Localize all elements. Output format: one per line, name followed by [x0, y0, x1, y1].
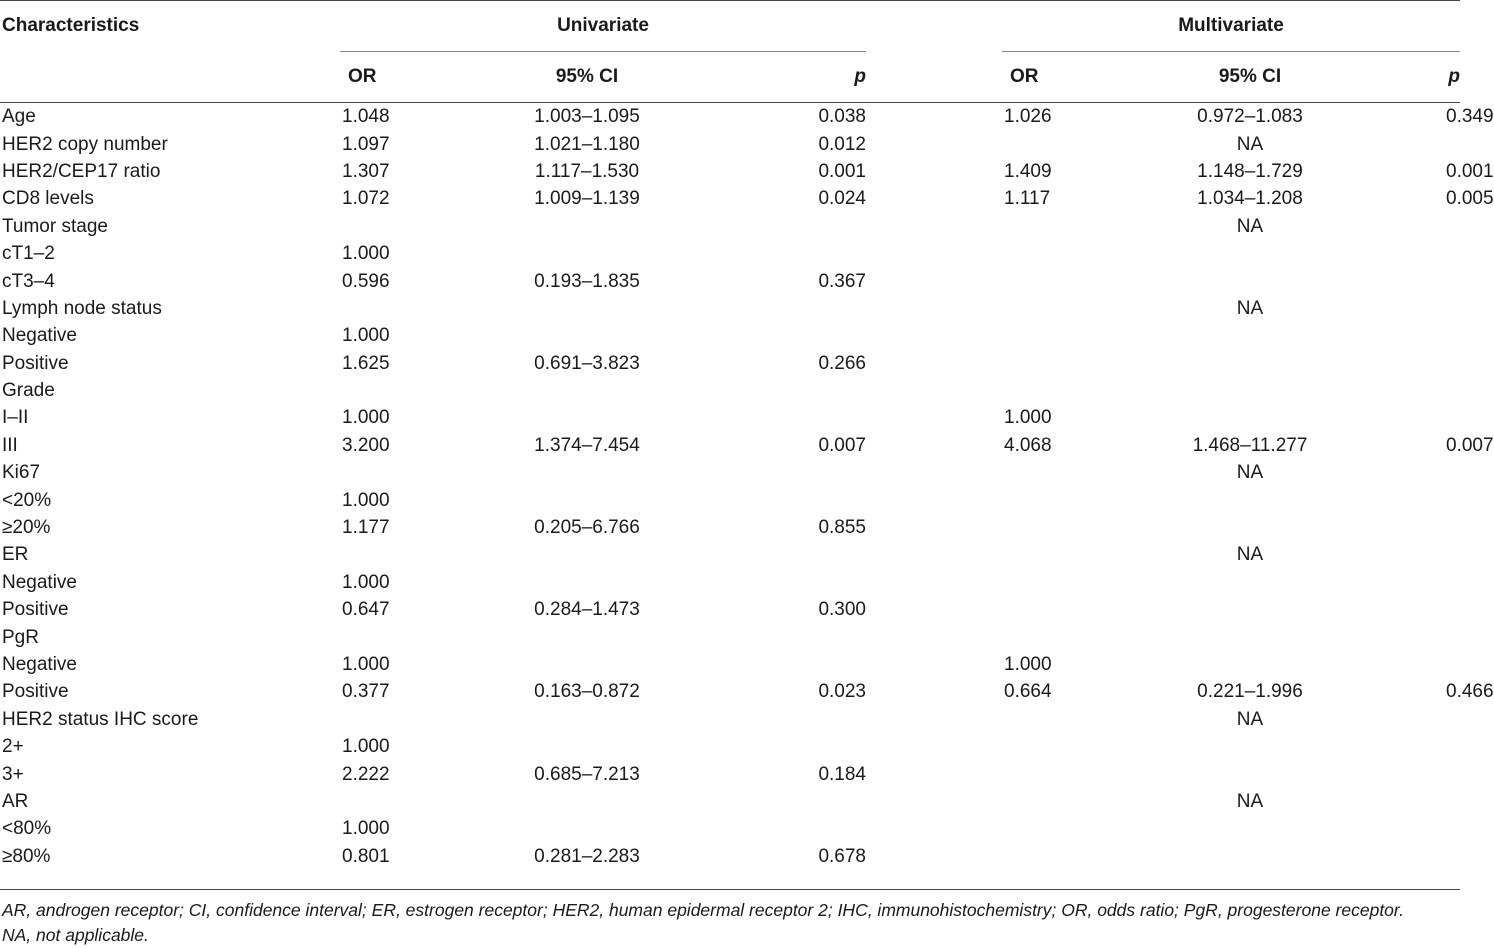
- spacer-cell: [866, 815, 1002, 842]
- multivariate-ci-cell: [1054, 733, 1446, 760]
- univariate-p-cell: 0.038: [818, 106, 866, 128]
- univariate-or-cell: 1.625: [342, 352, 390, 374]
- univariate-or-cell: 1.177: [342, 517, 390, 539]
- multivariate-p-cell: [1446, 213, 1460, 240]
- multivariate-ci-header: 95% CI: [1054, 52, 1446, 103]
- table-row: [0, 213, 1460, 240]
- multivariate-or-cell: [1002, 596, 1054, 623]
- spacer-cell: [866, 322, 1002, 349]
- row-label: Age: [2, 106, 36, 128]
- multivariate-p-cell: [1446, 788, 1460, 815]
- multivariate-or-cell: [1002, 733, 1054, 760]
- multivariate-p-cell: [1446, 377, 1460, 404]
- row-label: HER2 status IHC score: [2, 708, 199, 730]
- univariate-or-cell: 1.097: [342, 133, 390, 155]
- univariate-p-cell: 0.024: [818, 188, 866, 210]
- univariate-ci-header: 95% CI: [392, 52, 782, 103]
- multivariate-ci-cell: [1054, 486, 1446, 513]
- multivariate-p-cell: [1446, 843, 1460, 870]
- univariate-ci-cell: 1.003–1.095: [534, 106, 640, 128]
- univariate-p-cell: [782, 486, 866, 513]
- univariate-ci-cell: [392, 706, 782, 733]
- univariate-p-cell: [782, 240, 866, 267]
- multivariate-p-cell: [1446, 459, 1460, 486]
- spacer-cell: [866, 596, 1002, 623]
- multivariate-ci-cell: 0.221–1.996: [1197, 681, 1303, 703]
- univariate-ci-cell: [392, 651, 782, 678]
- univariate-or-cell: 0.596: [342, 270, 390, 292]
- univariate-ci-cell: [392, 815, 782, 842]
- row-label: PgR: [2, 626, 39, 648]
- univariate-or-cell: [340, 377, 392, 404]
- table-row: [0, 569, 1460, 596]
- multivariate-p-cell: [1446, 514, 1460, 541]
- spacer-cell: [866, 103, 1002, 131]
- table-row: [0, 815, 1460, 842]
- spacer-cell: [866, 350, 1002, 377]
- multivariate-ci-cell: [1054, 322, 1446, 349]
- row-label: AR: [2, 790, 29, 812]
- univariate-p-cell: [782, 788, 866, 815]
- multivariate-or-cell: 1.409: [1004, 160, 1052, 182]
- row-label: Negative: [2, 571, 77, 593]
- univariate-ci-cell: [392, 486, 782, 513]
- multivariate-or-cell: [1002, 377, 1054, 404]
- table-row: [0, 486, 1460, 513]
- table-footnote: [2, 898, 1458, 948]
- table-row: [0, 514, 1460, 541]
- row-label: HER2/CEP17 ratio: [2, 160, 161, 182]
- univariate-or-cell: 1.307: [342, 160, 390, 182]
- spacer-cell: [866, 623, 1002, 650]
- univariate-or-cell: [340, 213, 392, 240]
- spacer-cell: [866, 404, 1002, 431]
- multivariate-or-cell: [1002, 322, 1054, 349]
- row-label: Positive: [2, 352, 69, 374]
- row-label: I–II: [2, 407, 29, 429]
- row-label: Tumor stage: [2, 215, 108, 237]
- multivariate-p-cell: [1446, 706, 1460, 733]
- multivariate-ci-cell: 1.148–1.729: [1197, 160, 1303, 182]
- spacer-cell: [866, 678, 1002, 705]
- univariate-or-cell: 1.000: [342, 407, 390, 429]
- row-label: Grade: [2, 380, 55, 402]
- univariate-or-cell: 1.048: [342, 106, 390, 128]
- row-label: ER: [2, 544, 29, 566]
- univariate-ci-cell: 0.205–6.766: [534, 517, 640, 539]
- univariate-p-cell: 0.023: [818, 681, 866, 703]
- univariate-ci-cell: 0.281–2.283: [534, 845, 640, 867]
- univariate-or-cell: 1.000: [342, 489, 390, 511]
- table-row: [0, 623, 1460, 650]
- multivariate-ci-cell: 1.468–11.277: [1192, 434, 1308, 456]
- multivariate-or-cell: [1002, 130, 1054, 157]
- univariate-p-cell: 0.001: [818, 160, 866, 182]
- univariate-or-cell: 0.377: [342, 681, 390, 703]
- multivariate-p-cell: [1446, 760, 1460, 787]
- multivariate-or-cell: [1002, 240, 1054, 267]
- spacer-cell: [866, 267, 1002, 294]
- multivariate-p-cell: [1446, 404, 1460, 431]
- multivariate-p-cell: [1446, 267, 1460, 294]
- multivariate-p-cell: [1446, 596, 1460, 623]
- univariate-or-header: OR: [340, 52, 392, 103]
- table-row: [0, 651, 1460, 678]
- univariate-ci-cell: [392, 377, 782, 404]
- multivariate-or-cell: 4.068: [1004, 434, 1052, 456]
- multivariate-p-cell: [1446, 569, 1460, 596]
- table-row: [0, 760, 1460, 787]
- spacer-cell: [866, 788, 1002, 815]
- spacer-cell: [866, 459, 1002, 486]
- spacer-cell: [866, 514, 1002, 541]
- univariate-ci-cell: 0.284–1.473: [534, 599, 640, 621]
- multivariate-p-cell: 0.349: [1446, 106, 1494, 128]
- table-row: [0, 130, 1460, 157]
- multivariate-or-cell: [1002, 788, 1054, 815]
- univariate-or-cell: [340, 459, 392, 486]
- multivariate-or-cell: 1.000: [1004, 654, 1052, 675]
- spacer-cell: [866, 185, 1002, 212]
- table-body: [0, 103, 1494, 870]
- table-row: [0, 843, 1460, 870]
- multivariate-or-cell: 0.664: [1004, 681, 1052, 703]
- row-label: <80%: [2, 818, 52, 840]
- univariate-header: Univariate: [340, 1, 866, 52]
- univariate-ci-cell: [392, 404, 782, 431]
- multivariate-ci-cell: [1054, 815, 1446, 842]
- table-row: [0, 596, 1460, 623]
- row-label: III: [2, 434, 18, 456]
- univariate-ci-cell: 1.117–1.530: [534, 160, 640, 182]
- multivariate-ci-cell: NA: [1236, 215, 1264, 237]
- multivariate-p-cell: [1446, 623, 1460, 650]
- univariate-p-cell: [782, 623, 866, 650]
- univariate-or-cell: 1.000: [342, 818, 390, 840]
- multivariate-ci-cell: [1054, 569, 1446, 596]
- univariate-or-cell: 1.072: [342, 188, 390, 210]
- table-row: [0, 377, 1460, 404]
- table-row: [0, 432, 1460, 459]
- univariate-or-cell: 1.000: [342, 571, 390, 593]
- univariate-p-header: p: [854, 66, 866, 87]
- table-row: [0, 240, 1460, 267]
- univariate-p-cell: [782, 651, 866, 678]
- row-label: <20%: [2, 489, 52, 511]
- multivariate-or-cell: [1002, 514, 1054, 541]
- multivariate-ci-cell: [1054, 623, 1446, 650]
- univariate-ci-cell: [392, 733, 782, 760]
- spacer-cell: [866, 130, 1002, 157]
- multivariate-ci-cell: 1.034–1.208: [1197, 188, 1303, 210]
- row-label: cT1–2: [2, 243, 55, 265]
- univariate-or-cell: 0.647: [342, 599, 390, 621]
- table-row: [0, 185, 1460, 212]
- multivariate-ci-cell: [1054, 240, 1446, 267]
- table-row: [0, 322, 1460, 349]
- univariate-ci-cell: [392, 788, 782, 815]
- multivariate-ci-cell: [1054, 843, 1446, 870]
- univariate-p-cell: 0.184: [818, 763, 866, 785]
- multivariate-or-cell: [1002, 295, 1054, 322]
- multivariate-or-cell: [1002, 541, 1054, 568]
- univariate-ci-cell: 0.691–3.823: [534, 352, 640, 374]
- multivariate-p-cell: [1446, 322, 1460, 349]
- multivariate-p-cell: [1446, 815, 1460, 842]
- multivariate-or-cell: [1002, 267, 1054, 294]
- row-label: Lymph node status: [2, 297, 162, 319]
- spacer-cell: [866, 541, 1002, 568]
- spacer-cell: [866, 213, 1002, 240]
- spacer-cell: [866, 651, 1002, 678]
- multivariate-or-cell: [1002, 843, 1054, 870]
- multivariate-ci-cell: [1054, 404, 1446, 431]
- univariate-p-cell: [782, 541, 866, 568]
- row-label: Positive: [2, 681, 69, 703]
- univariate-ci-cell: 0.163–0.872: [534, 681, 640, 703]
- univariate-ci-cell: 1.009–1.139: [534, 188, 640, 210]
- univariate-p-cell: [782, 733, 866, 760]
- spacer-cell: [866, 432, 1002, 459]
- univariate-ci-cell: [392, 459, 782, 486]
- univariate-or-cell: 3.200: [342, 434, 390, 456]
- univariate-or-cell: 1.000: [342, 736, 390, 758]
- multivariate-p-cell: 0.005: [1446, 188, 1494, 210]
- univariate-p-cell: 0.678: [818, 845, 866, 867]
- table-row: [0, 541, 1460, 568]
- spacer-cell: [866, 377, 1002, 404]
- multivariate-p-cell: 0.007: [1446, 434, 1494, 456]
- univariate-ci-cell: 0.685–7.213: [534, 763, 640, 785]
- univariate-p-cell: [782, 706, 866, 733]
- multivariate-or-cell: [1002, 486, 1054, 513]
- multivariate-or-cell: 1.026: [1004, 106, 1052, 128]
- univariate-p-cell: [782, 322, 866, 349]
- multivariate-or-cell: [1002, 706, 1054, 733]
- univariate-ci-cell: [392, 213, 782, 240]
- univariate-p-cell: 0.012: [818, 133, 866, 155]
- spacer-cell: [866, 158, 1002, 185]
- footnote-line-1: AR, androgen receptor; CI, confidence interval; ER, estrogen receptor; HER2, human epidermal receptor 2; IHC, immunohistochemistry; OR, odds ratio; PgR, progesterone receptor.: [2, 900, 1404, 920]
- multivariate-p-cell: [1446, 651, 1460, 678]
- univariate-or-cell: 2.222: [342, 763, 390, 785]
- univariate-p-cell: 0.855: [818, 517, 866, 539]
- table-row: [0, 459, 1460, 486]
- row-label: Ki67: [2, 462, 41, 484]
- multivariate-or-cell: 1.000: [1004, 407, 1052, 429]
- univariate-ci-cell: [392, 541, 782, 568]
- row-label: CD8 levels: [2, 188, 94, 210]
- univariate-p-cell: [782, 459, 866, 486]
- multivariate-ci-cell: [1054, 350, 1446, 377]
- row-label: 2+: [2, 736, 24, 758]
- multivariate-or-header: OR: [1002, 52, 1054, 103]
- row-label: HER2 copy number: [2, 133, 168, 155]
- univariate-p-cell: [782, 213, 866, 240]
- multivariate-p-cell: [1446, 541, 1460, 568]
- row-label: Negative: [2, 654, 77, 675]
- characteristics-header: Characteristics: [2, 15, 140, 37]
- univariate-or-cell: [340, 788, 392, 815]
- univariate-p-cell: 0.007: [818, 434, 866, 456]
- spacer-cell: [866, 733, 1002, 760]
- multivariate-p-cell: [1446, 350, 1460, 377]
- multivariate-p-cell: [1446, 733, 1460, 760]
- spacer-cell: [866, 843, 1002, 870]
- multivariate-ci-cell: [1054, 651, 1446, 678]
- multivariate-p-cell: [1446, 130, 1460, 157]
- multivariate-or-cell: [1002, 815, 1054, 842]
- univariate-or-cell: 1.000: [342, 243, 390, 265]
- univariate-ci-cell: 0.193–1.835: [534, 270, 640, 292]
- univariate-or-cell: 1.000: [342, 654, 390, 675]
- univariate-p-cell: [782, 815, 866, 842]
- spacer-cell: [866, 240, 1002, 267]
- multivariate-ci-cell: NA: [1236, 708, 1264, 730]
- univariate-or-cell: [340, 706, 392, 733]
- multivariate-or-cell: [1002, 350, 1054, 377]
- multivariate-p-cell: [1446, 295, 1460, 322]
- univariate-ci-cell: [392, 240, 782, 267]
- table-row: [0, 350, 1460, 377]
- multivariate-or-cell: [1002, 760, 1054, 787]
- multivariate-p-cell: 0.001: [1446, 160, 1494, 182]
- spacer-cell: [866, 760, 1002, 787]
- multivariate-p-header: p: [1448, 66, 1461, 87]
- row-label: ≥20%: [2, 517, 51, 539]
- univariate-or-cell: [340, 541, 392, 568]
- univariate-p-cell: [782, 404, 866, 431]
- table-row: [0, 733, 1460, 760]
- multivariate-or-cell: [1002, 623, 1054, 650]
- table-row: [0, 404, 1460, 431]
- row-label: Positive: [2, 599, 69, 621]
- multivariate-ci-cell: 0.972–1.083: [1197, 106, 1303, 128]
- univariate-ci-cell: [392, 569, 782, 596]
- row-label: cT3–4: [2, 270, 55, 292]
- multivariate-or-cell: [1002, 459, 1054, 486]
- multivariate-ci-cell: NA: [1236, 297, 1264, 319]
- univariate-ci-cell: [392, 322, 782, 349]
- univariate-or-cell: [340, 295, 392, 322]
- table-row: [0, 103, 1460, 131]
- spacer-cell: [866, 706, 1002, 733]
- table-row: [0, 267, 1460, 294]
- spacer-cell: [866, 486, 1002, 513]
- table-row: [0, 295, 1460, 322]
- table-row: [0, 158, 1460, 185]
- multivariate-p-cell: [1446, 486, 1460, 513]
- univariate-p-cell: 0.367: [818, 270, 866, 292]
- row-label: ≥80%: [2, 845, 51, 867]
- univariate-p-cell: 0.300: [818, 599, 866, 621]
- multivariate-ci-cell: NA: [1236, 462, 1264, 484]
- table-row: [0, 706, 1460, 733]
- spacer-cell: [866, 569, 1002, 596]
- multivariate-p-cell: [1446, 240, 1460, 267]
- univariate-or-cell: 1.000: [342, 325, 390, 347]
- table-row: [0, 678, 1460, 705]
- row-label: 3+: [2, 763, 24, 785]
- multivariate-header: Multivariate: [1002, 1, 1460, 52]
- bottom-rule: [0, 889, 1460, 890]
- spacer-cell: [866, 295, 1002, 322]
- univariate-or-cell: [340, 623, 392, 650]
- multivariate-or-cell: [1002, 213, 1054, 240]
- univariate-ci-cell: 1.021–1.180: [534, 133, 640, 155]
- univariate-ci-cell: [392, 623, 782, 650]
- table-row: [0, 788, 1460, 815]
- multivariate-ci-cell: [1054, 267, 1446, 294]
- univariate-ci-cell: [392, 295, 782, 322]
- multivariate-ci-cell: NA: [1236, 544, 1264, 566]
- univariate-ci-cell: 1.374–7.454: [534, 434, 640, 456]
- multivariate-ci-cell: [1054, 760, 1446, 787]
- footnote-line-2: NA, not applicable.: [2, 925, 149, 945]
- multivariate-ci-cell: [1054, 596, 1446, 623]
- univariate-p-cell: [782, 295, 866, 322]
- multivariate-ci-cell: NA: [1236, 133, 1264, 155]
- multivariate-ci-cell: [1054, 377, 1446, 404]
- multivariate-or-cell: 1.117: [1004, 188, 1051, 210]
- row-label: Negative: [2, 325, 77, 347]
- multivariate-p-cell: 0.466: [1446, 681, 1494, 703]
- univariate-p-cell: 0.266: [818, 352, 866, 374]
- multivariate-ci-cell: NA: [1236, 790, 1264, 812]
- multivariate-or-cell: [1002, 569, 1054, 596]
- univariate-p-cell: [782, 569, 866, 596]
- multivariate-ci-cell: [1054, 514, 1446, 541]
- univariate-p-cell: [782, 377, 866, 404]
- univariate-or-cell: 0.801: [342, 845, 390, 867]
